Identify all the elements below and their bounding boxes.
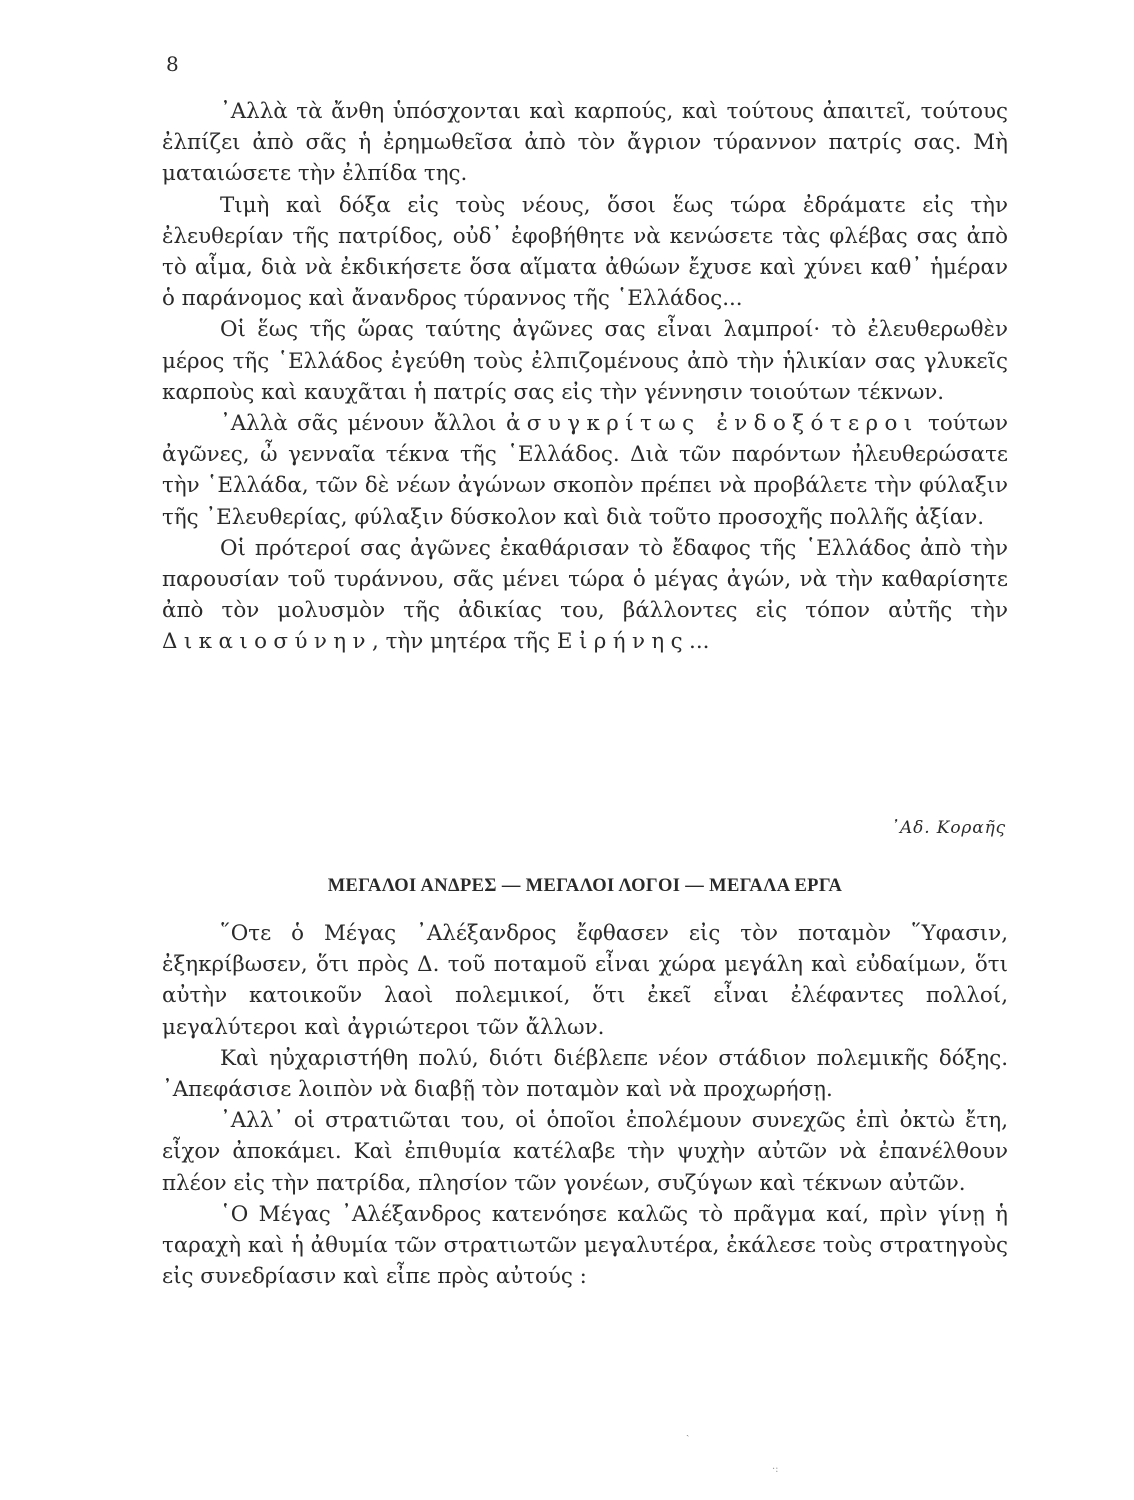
emphasized-text: Εἰρήνης	[556, 629, 690, 655]
paragraph: ᾿Αλλ᾿ οἱ στρατιῶται του, οἱ ὁποῖοι ἐπολέμουν συνεχῶς ἐπὶ ὀκτὼ ἔτη, εἶχον ἀποκάμει. Καὶ ἐπιθυμία κατέλαβε τὴν ψυχὴν αὐτῶν νὰ ἐπανέλθουν πλέον εἰς τὴν πατρίδα, πλησίον τῶν γονέων, συζύγων καὶ τέκνων αὐτῶν.	[162, 1108, 1008, 1196]
page-number: 8	[166, 52, 179, 76]
emphasized-text: Δικαιοσύνην	[162, 629, 372, 655]
stray-mark: ·:	[772, 1464, 779, 1475]
paragraph	[162, 408, 1008, 533]
emphasized-text: ἀσυγκρίτως ἐνδοξότεροι	[505, 411, 919, 437]
paragraph: ᾿Αλλὰ τὰ ἄνθη ὑπόσχονται καὶ καρπούς, καὶ τούτους ἀπαιτεῖ, τούτους ἐλπίζει ἀπὸ σᾶς ἡ ἐρημωθεῖσα ἀπὸ τὸν ἄγριον τύραννον πατρίς σας. Μὴ ματαιώσετε τὴν ἐλπίδα της.	[162, 99, 1008, 187]
story-passage	[162, 918, 1008, 1292]
author-signature: ᾿Αδ. Κοραῆς	[890, 818, 1006, 838]
text-run: , τὴν μητέρα τῆς	[371, 629, 557, 655]
paragraph: ῾Ο Μέγας ᾿Αλέξανδρος κατενόησε καλῶς τὸ πρᾶγμα καί, πρὶν γίνῃ ἡ ταραχὴ καὶ ἡ ἀθυμία τῶν στρατιωτῶν μεγαλυτέρα, ἐκάλεσε τοὺς στρατηγοὺς εἰς συνεδρίασιν καὶ εἶπε πρὸς αὐτούς :	[162, 1201, 1008, 1290]
text-run: Οἱ πρότεροί σας ἀγῶνες ἐκαθάρισαν τὸ ἔδαφος τῆς ῾Ελλάδος ἀπὸ τὴν παρουσίαν τοῦ τυράννου, σᾶς μένει τώρα ὁ μέγας ἀγών, νὰ τὴν καθαρίσητε ἀπὸ τὸν μολυσμὸν τῆς ἀδικίας του, βάλλοντες εἰς τόπον αὐτῆς τὴν	[162, 535, 1008, 624]
paragraph: Τιμὴ καὶ δόξα εἰς τοὺς νέους, ὅσοι ἕως τώρα ἐδράματε εἰς τὴν ἐλευθερίαν τῆς πατρίδος, οὐδ᾿ ἐφοβήθητε νὰ κενώσετε τὰς φλέβας σας ἀπὸ τὸ αἷμα, διὰ νὰ ἐκδικήσετε ὅσα αἵματα ἀθώων ἔχυσε καὶ χύνει καθ᾿ ἡμέραν ὁ παράνομος καὶ ἄνανδρος τύραννος τῆς ῾Ελλάδος...	[162, 192, 1008, 312]
text-run: ...	[689, 629, 710, 655]
paragraph: Οἱ ἕως τῆς ὥρας ταύτης ἀγῶνες σας εἶναι λαμπροί· τὸ ἐλευθερωθὲν μέρος τῆς ῾Ελλάδος ἐγεύθη τοὺς ἐλπιζομένους ἀπὸ τὴν ἡλικίαν σας γλυκεῖς καρποὺς καὶ καυχᾶται ἡ πατρίς σας εἰς τὴν γέννησιν τοιούτων τέκνων.	[162, 317, 1008, 405]
text-run: τούτων ἀγῶνες, ὦ γενναῖα τέκνα τῆς ῾Ελλάδος. Διὰ τῶν παρόντων ἠλευθερώσατε τὴν ῾Ελλάδα, τῶν δὲ νέων ἀγώνων σκοπὸν πρέπει νὰ προβάλετε τὴν φύλαξιν τῆς ᾿Ελευθερίας, φύλαξιν δύσκολον καὶ διὰ τοῦτο προσοχῆς πολλῆς ἀξίαν.	[162, 411, 1009, 530]
section-heading: ΜΕΓΑΛΟΙ ΑΝΔΡΕΣ — ΜΕΓΑΛΟΙ ΛΟΓΟΙ — ΜΕΓΑΛΑ ΕΡΓΑ	[327, 876, 843, 896]
paragraph: ῞Οτε ὁ Μέγας ᾿Αλέξανδρος ἔφθασεν εἰς τὸν ποταμὸν ῞Υφασιν, ἐξηκρίβωσεν, ὅτι πρὸς Δ. τοῦ ποταμοῦ εἶναι χώρα μεγάλη καὶ εὐδαίμων, ὅτι αὐτὴν κατοικοῦν λαοὶ πολεμικοί, ὅτι ἐκεῖ εἶναι ἐλέφαντες πολλοί, μεγαλύτεροι καὶ ἀγριώτεροι τῶν ἄλλων.	[162, 921, 1008, 1040]
quote-passage	[162, 96, 1008, 658]
paragraph	[162, 533, 1008, 658]
paragraph: Καὶ ηὐχαριστήθη πολύ, διότι διέβλεπε νέον στάδιον πολεμικῆς δόξης. ᾿Απεφάσισε λοιπὸν νὰ διαβῇ τὸν ποταμὸν καὶ νὰ προχωρήσῃ.	[162, 1045, 1008, 1103]
text-run: ᾿Αλλὰ σᾶς μένουν ἄλλοι	[220, 411, 506, 437]
stray-mark: ˏ	[686, 1426, 690, 1437]
